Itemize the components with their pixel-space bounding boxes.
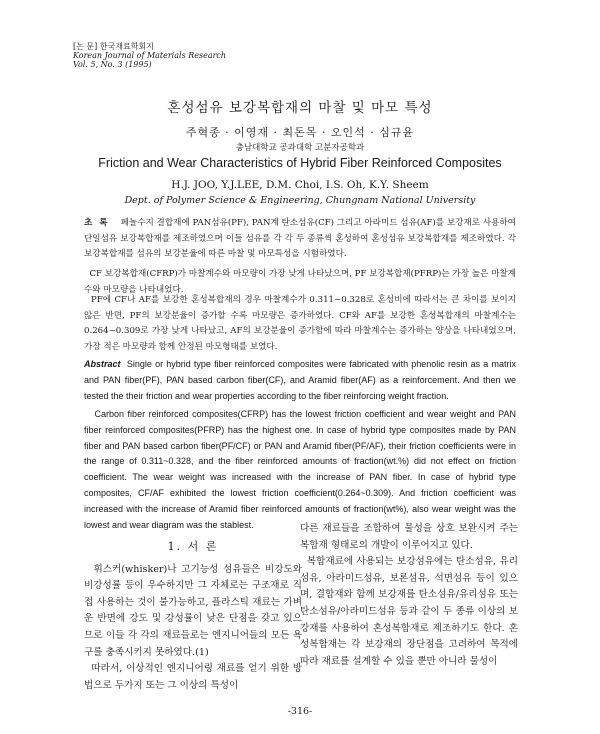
affiliation-english: Dept. of Polymer Science & Engineering, Chungnam National University — [124, 195, 476, 206]
authors-english: H.J. JOO, Y.J.LEE, D.M. Choi, I.S. Oh, K.Y. Sheem — [171, 179, 429, 191]
abstract-korean-text3: PF에 CF나 AF를 보강한 혼성복합재의 경우 마찰계수가 0.311~0.328로 혼성비에 따라서는 큰 차이를 보이지 않은 반면, PF의 보강분율이 증가할 수록 마모량은 증가하였다. CF와 AF를 보강한 혼성복합재의 마찰계수는 0.264~0.309로 가장 낮게 나타났고, AF의 보강분율이 증가함에 따라 마찰계수는 증가하는 양상을 나타내었으며, 가장 적은 마모량과 함께 안정된 마모형태를 보였다. — [84, 295, 516, 352]
journal-header-line3: Vol. 5, No. 3 (1995) — [73, 60, 152, 69]
journal-header — [73, 42, 226, 69]
abstract-english-label: Abstract — [84, 359, 121, 369]
abstract-korean-p3 — [84, 293, 516, 355]
abstract-english-text1: Single or hybrid type fiber reinforced composites were fabricated with phenolic resin as a matrix and PAN fiber(PF), PAN based carbon fiber(CF), and Aramid fiber(AF) as a reinforcement. And then we tested the their friction and wear properties according to the fiber reinforcing weight fraction. — [84, 359, 516, 401]
title-english: Friction and Wear Characteristics of Hybrid Fiber Reinforced Composites — [98, 156, 502, 170]
abstract-english-text2: Carbon fiber reinforced composites(CFRP) has the lowest friction coefficient and wear weight and PAN fiber reinforced composites(PFRP) has the highest one. In case of hybrid type composites made by PAN fiber and PAN based carbon fiber(PF/CF) or PAN and Aramid fiber(PF/AF), their friction coefficients were in the range of 0.311~0.328, and the fiber reinforced amounts of fraction(wt.%) did not effect on friction coefficient. The wear weight was increased with the increase of PAN fiber. In case of hybrid type composites, CF/AF exhibited the lowest friction coefficient(0.264~0.309). And friction coefficient was increased with the increase of Aramid fiber reinforced amounts of fraction(wt%), also wear weight was the lowest and wear diagram was the stablest. — [84, 409, 516, 530]
abstract-korean-text1: 페놀수지 결합재에 PAN섬유(PF), PAN계 탄소섬유(CF) 그리고 아라미드 섬유(AF)를 보강재로 사용하여 단일섬유 보강복합재를 제조하였으며 이들 섬유를 각 각 두 종류씩 혼성하여 혼성섬유 보강복합재를 제조하였다. 각 보강복합재를 섬유의 보강분율에 따른 마찰 및 마모특성을 시험하였다. — [84, 218, 516, 259]
journal-header-line1: [논 문] 한국재료학회지 — [73, 42, 154, 51]
intro-paragraph-4 — [300, 554, 518, 670]
section-heading-intro: 1. 서 론 — [167, 540, 219, 553]
journal-header-line2: Korean Journal of Materials Research — [73, 51, 227, 60]
intro-paragraph-1 — [84, 562, 302, 662]
authors-korean: 주혁종 · 이영재 · 최돈목 · 오인석 · 심규윤 — [185, 126, 415, 139]
intro-paragraph-3: 다른 재료들을 조합하여 물성을 상호 보완시켜 주는 복합재 형태로의 개발이 이루어지고 있다. — [300, 523, 518, 551]
abstract-korean-text2: CF 보강복합재(CFRP)가 마찰계수와 마모량이 가장 낮게 나타났으며, PF 보강복합재(PFRP)는 가장 높은 마찰계수와 마모량을 나타내었다. — [84, 269, 516, 295]
intro-paragraph-2 — [84, 661, 302, 694]
body-column-right — [300, 521, 518, 670]
abstract-english-p1 — [84, 357, 516, 404]
page-number: -316- — [287, 706, 313, 717]
intro-text-4: 복합재료에 사용되는 보강섬유에는 탄소섬유, 유리섬유, 아라미드섬유, 보론섬유, 석면섬유 등이 있으며, 결합재와 함께 보강재를 탄소섬유/유리섬유 또는 탄소섬유/아라미드섬유 등과 같이 두 종류 이상의 보강재를 사용하여 혼성복합재로 제조하기도 한다. 혼성복합재는 각 보강재의 장단점을 고려하여 목적에 따라 재료를 설계할 수 있을 뿐만 아니라 물성이 — [300, 556, 518, 667]
intro-text-1: 휘스커(whisker)나 고기능성 섬유들은 비강도와 비강성률 등이 우수하지만 그 자체로는 구조재로 직접 사용하는 것이 불가능하고, 플라스틱 재료는 가벼운 반면에 강도 및 강성률이 낮은 단점을 갖고 있으므로 이들 각 각의 재료들로는 엔지니어들의 모든 욕구를 충족시키지 못하였다.(1) — [84, 563, 302, 658]
intro-text-2: 따라서, 이상적인 엔지니어링 재료를 얻기 위한 방법으로 두가지 또는 그 이상의 특성이 — [84, 663, 302, 691]
abstract-english-p2 — [84, 407, 516, 533]
abstract-korean-p1 — [84, 216, 516, 263]
body-column-left — [84, 521, 302, 694]
title-korean: 혼성섬유 보강복합재의 마찰 및 마모 특성 — [167, 100, 433, 116]
abstract-korean-label: 초 록 — [84, 218, 110, 228]
affiliation-korean: 충남대학교 공과대학 고분자공학과 — [235, 143, 365, 153]
